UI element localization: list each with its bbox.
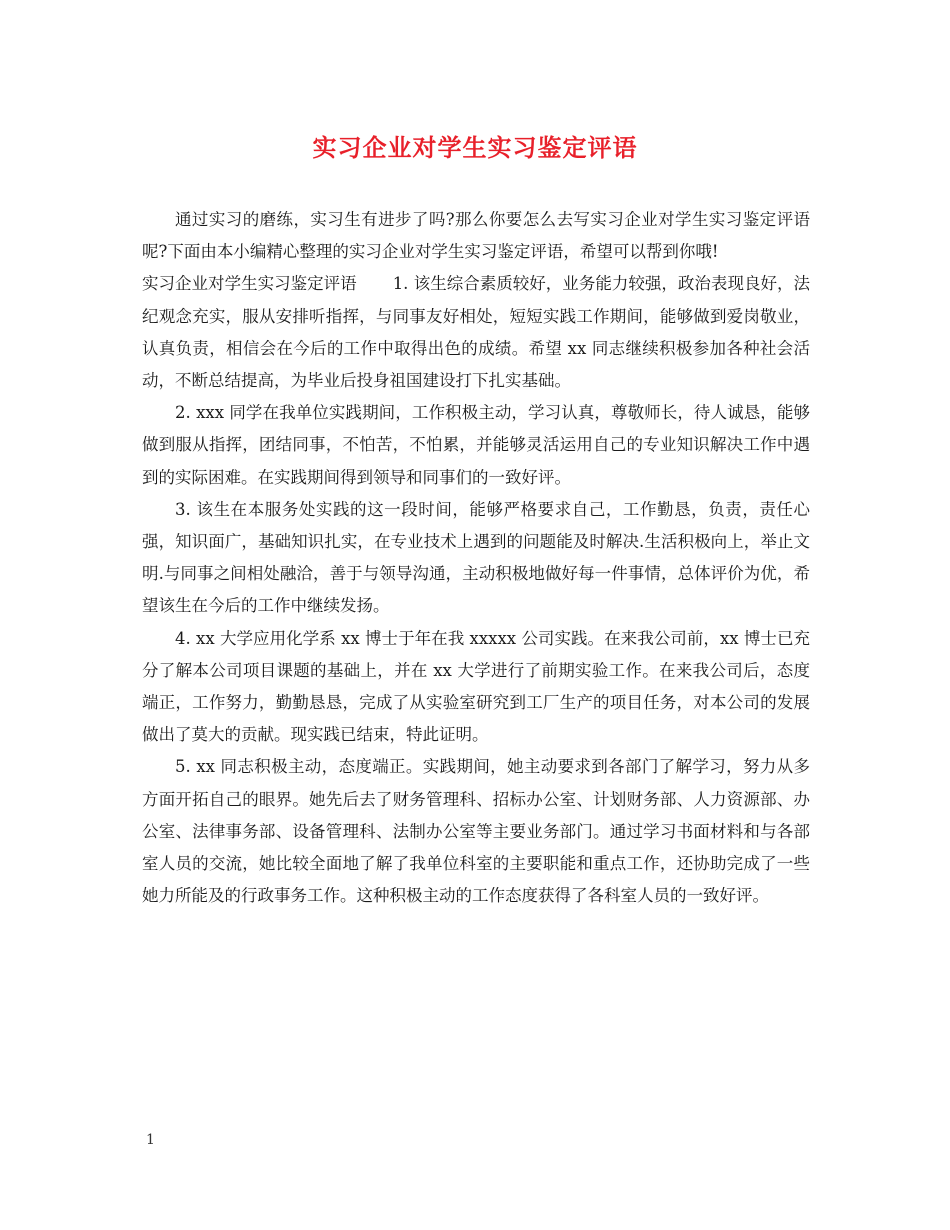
intro-paragraph: 通过实习的磨练，实习生有进步了吗?那么你要怎么去写实习企业对学生实习鉴定评语呢?下面由本小编精心整理的实习企业对学生实习鉴定评语，希望可以帮到你哦!: [142, 210, 810, 262]
document-body: [142, 204, 810, 912]
evaluation-item-2: 2. xxx 同学在我单位实践期间，工作积极主动，学习认真，尊敬师长，待人诚恳，能够做到服从指挥，团结同事，不怕苦，不怕累，并能够灵活运用自己的专业知识解决工作中遇到的实际困难。在实践期间得到领导和同事们的一致好评。: [142, 403, 810, 487]
evaluation-item-4: 4. xx 大学应用化学系 xx 博士于年在我 xxxxx 公司实践。在来我公司前，xx 博士已充分了解本公司项目课题的基础上，并在 xx 大学进行了前期实验工作。在来我公司后，态度端正，工作努力，勤勤恳恳，完成了从实验室研究到工厂生产的项目任务，对本公司的发展做出了莫大的贡献。现实践已结束，特此证明。: [142, 628, 810, 745]
evaluation-item-3: 3. 该生在本服务处实践的这一段时间，能够严格要求自己，工作勤恳，负责，责任心强，知识面广，基础知识扎实，在专业技术上遇到的问题能及时解决.生活积极向上，举止文明.与同事之间相处融洽，善于与领导沟通，主动积极地做好每一件事情，总体评价为优，希望该生在今后的工作中继续发扬。: [142, 499, 810, 616]
page-number: 1: [146, 1132, 155, 1148]
evaluation-item-1: 1. 该生综合素质较好，业务能力较强，政治表现良好，法纪观念充实，服从安排听指挥，与同事友好相处，短短实践工作期间，能够做到爱岗敬业，认真负责，相信会在今后的工作中取得出色的成绩。希望 xx 同志继续积极参加各种社会活动，不断总结提高，为毕业后投身祖国建设打下扎实基础。: [142, 274, 810, 391]
section-paragraph: [142, 268, 810, 397]
section-heading: 实习企业对学生实习鉴定评语: [142, 274, 357, 294]
evaluation-item-5: 5. xx 同志积极主动，态度端正。实践期间，她主动要求到各部门了解学习，努力从多方面开拓自己的眼界。她先后去了财务管理科、招标办公室、计划财务部、人力资源部、办公室、法律事务部、设备管理科、法制办公室等主要业务部门。通过学习书面材料和与各部室人员的交流，她比较全面地了解了我单位科室的主要职能和重点工作，还协助完成了一些她力所能及的行政事务工作。这种积极主动的工作态度获得了各科室人员的一致好评。: [142, 757, 810, 906]
document-title: 实习企业对学生实习鉴定评语: [312, 133, 638, 162]
